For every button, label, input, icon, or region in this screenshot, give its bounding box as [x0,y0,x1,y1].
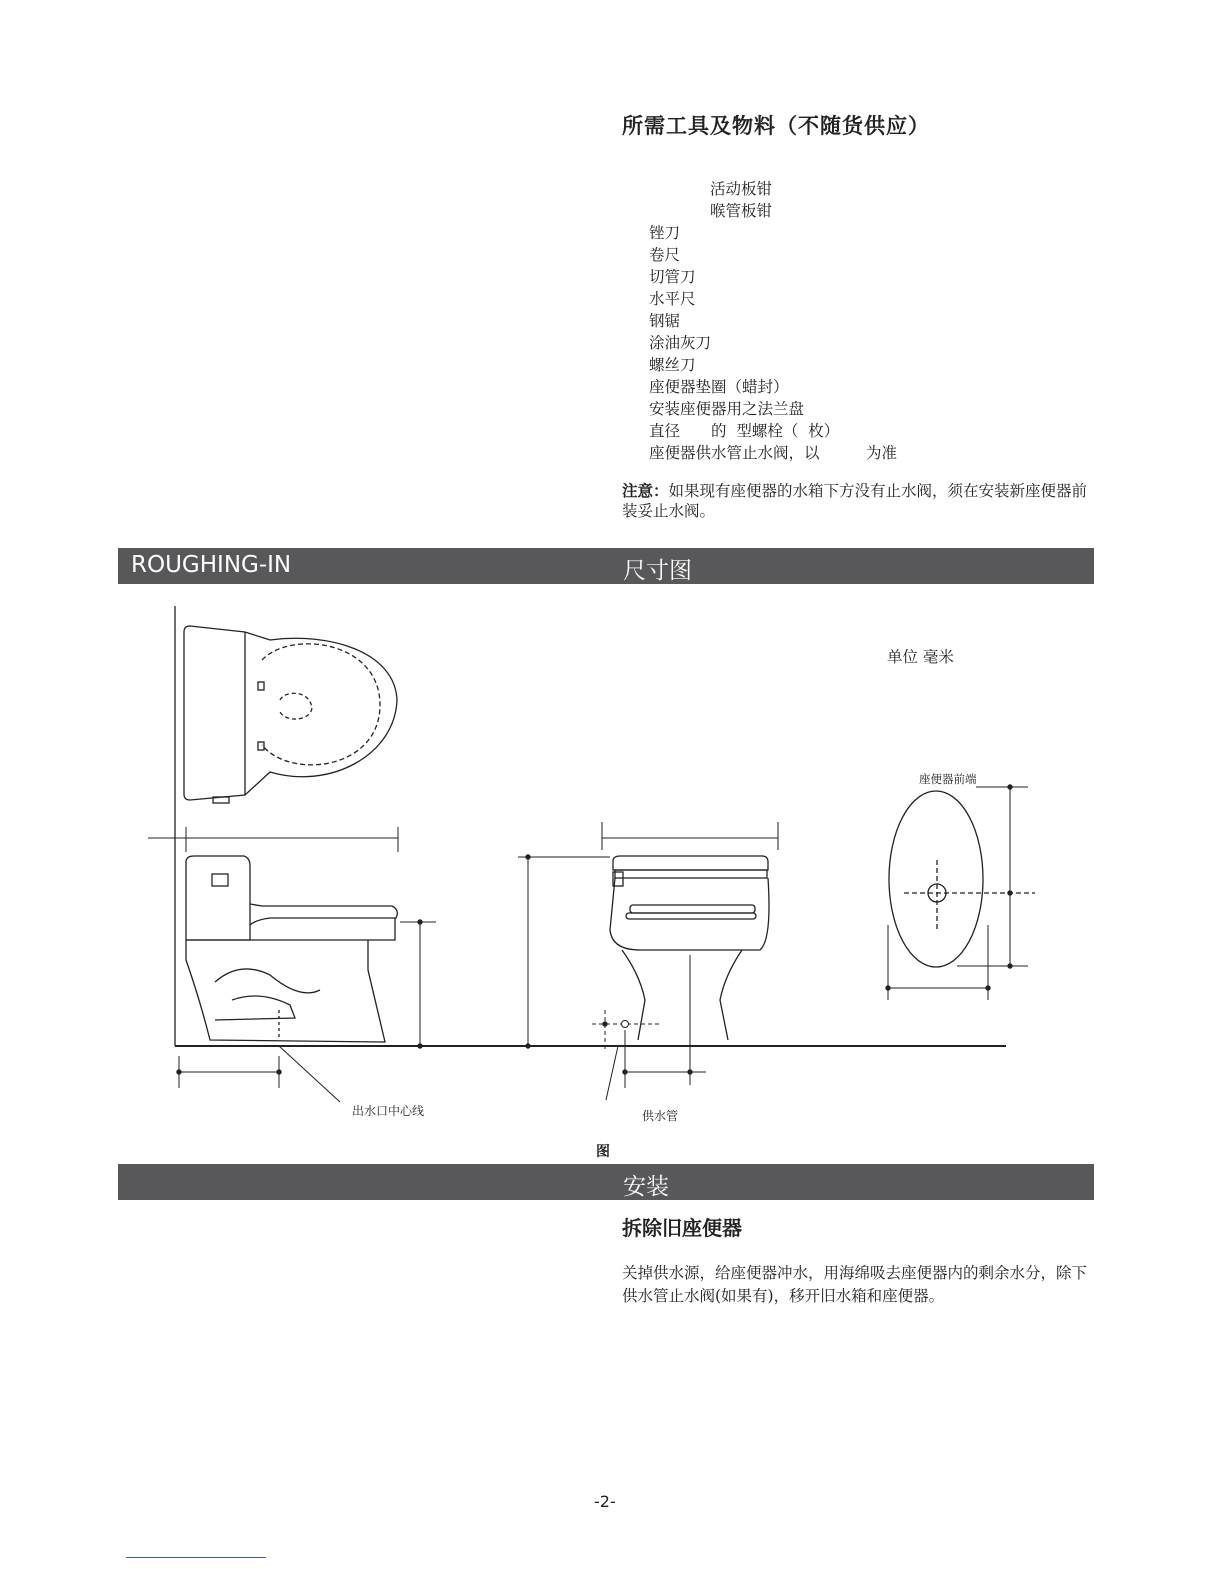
list-item: 活动板钳 [710,180,773,198]
seat-plan-drawing [889,791,1035,967]
top-view-drawing [184,626,397,803]
unit-label: 单位 毫米 [887,648,954,666]
note-label: 注意： [622,482,669,500]
side-view-drawing [186,856,397,1042]
install-title: 安装 [623,1174,669,1200]
note-text: 如果现有座便器的水箱下方没有止水阀，须在安装新座便器前装妥止水阀。 [622,482,1088,520]
list-item: 螺丝刀 [649,356,696,374]
tools-title: 所需工具及物料（不随货供应） [622,114,930,138]
footer-divider [126,1557,266,1558]
list-item: 直径 的 型螺栓（ 枚） [649,422,840,440]
list-item: 锉刀 [649,224,681,242]
roughing-in-title: ROUGHING-IN [131,552,292,578]
list-item: 座便器垫圈（蜡封） [649,378,789,396]
install-header [118,1164,1094,1200]
supply-pipe-label: 供水管 [642,1109,679,1123]
remove-old-toilet-text: 关掉供水源，给座便器冲水，用海绵吸去座便器内的剩余水分，除下供水管止水阀(如果有)，移开旧水箱和座便器。 [622,1264,1088,1305]
list-item: 涂油灰刀 [649,334,712,352]
list-item: 座便器供水管止水阀，以 为准 [649,444,898,462]
list-item: 卷尺 [649,246,681,264]
list-item: 钢锯 [649,312,681,330]
list-item: 喉管板钳 [710,202,773,220]
list-item: 安装座便器用之法兰盘 [649,400,805,418]
list-item: 切管刀 [649,268,696,286]
outlet-centerline-label: 出水口中心线 [352,1104,425,1118]
dimension-chart-title: 尺寸图 [623,558,692,584]
remove-old-toilet-title: 拆除旧座便器 [622,1216,742,1240]
seat-front-label: 座便器前端 [919,772,977,786]
page-number: -2- [594,1492,616,1511]
list-item: 水平尺 [649,290,696,308]
figure-label: 图 [596,1144,610,1160]
